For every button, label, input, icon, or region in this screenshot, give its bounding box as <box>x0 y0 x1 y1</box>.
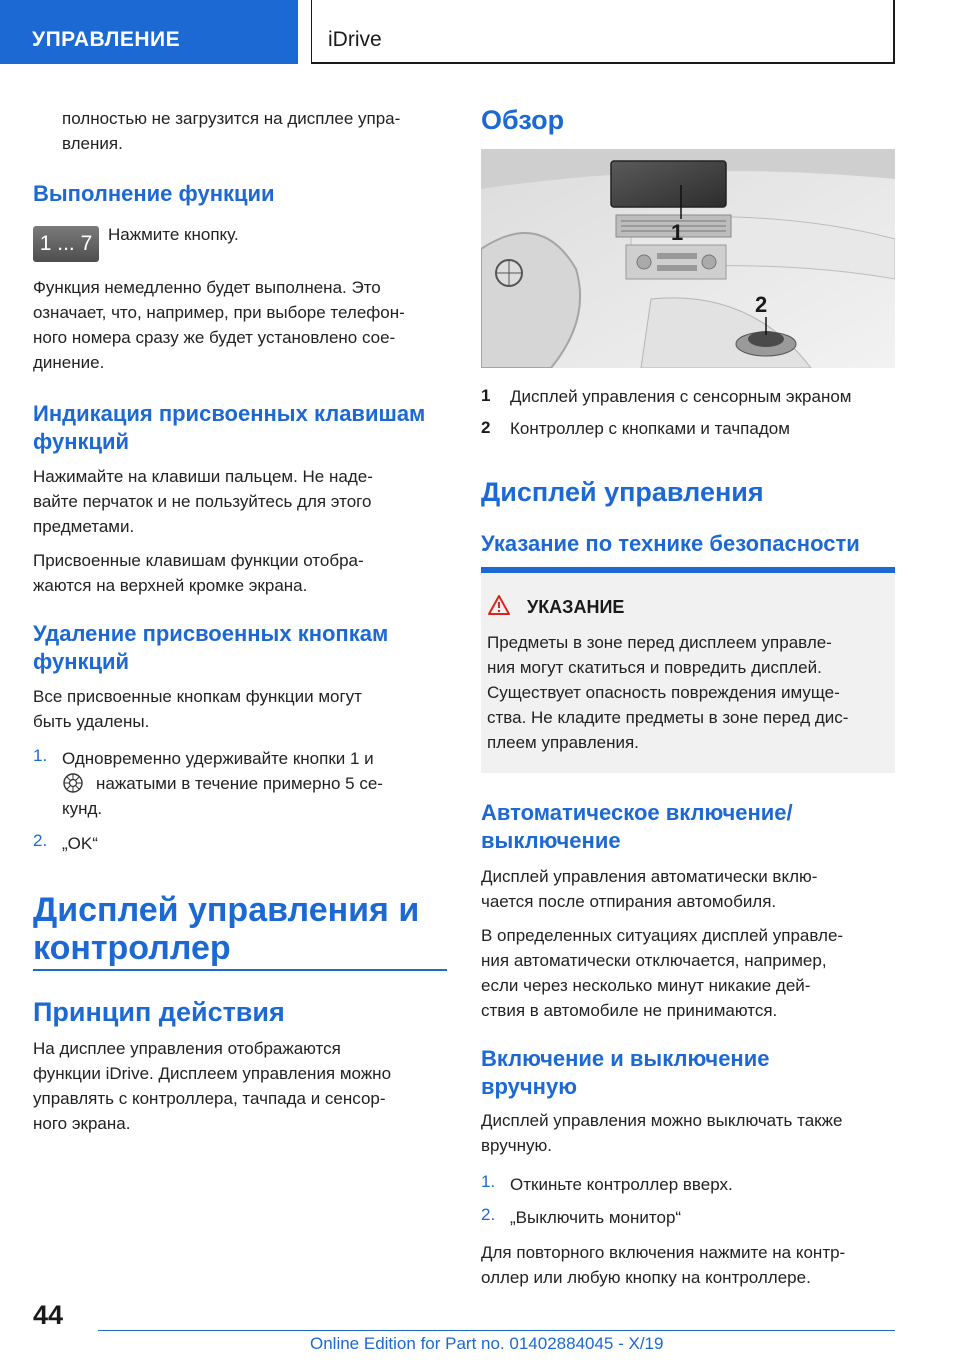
press-button-text: Нажмите кнопку. <box>108 225 239 244</box>
del-line-2: быть удалены. <box>33 712 150 731</box>
heading-overview: Обзор <box>481 105 565 135</box>
button-1-7-icon: 1 ... 7 <box>33 226 99 262</box>
auto-p2-line-2: ния автоматически отключается, например, <box>481 951 827 970</box>
legend-text-1: Дисплей управления с сенсорным экраном <box>510 387 852 406</box>
intro-line-2: вления. <box>62 134 123 153</box>
footer-edition: Online Edition for Part no. 01402884045 - X/19 <box>310 1334 664 1353</box>
principle-line-4: ного экрана. <box>33 1114 131 1133</box>
right-step-number-1: 1. <box>481 1172 496 1191</box>
exec-line-3: ного номера сразу же будет установлено сое- <box>33 328 396 347</box>
heading-auto-line-1: Автоматическое включение/ <box>481 800 793 825</box>
auto-p2-line-3: если через несколько минут никакие дей- <box>481 976 811 995</box>
heading-indication-line-2: функций <box>33 429 130 454</box>
final-line-1: Для повторного включения нажмите на контр- <box>481 1243 846 1262</box>
auto-p1-line-1: Дисплей управления автоматически вклю- <box>481 867 818 886</box>
heading-manual-line-1: Включение и выключение <box>481 1046 770 1071</box>
heading-auto-line-2: выключение <box>481 828 621 853</box>
heading-display-controller-line-1: Дисплей управления и <box>33 891 420 929</box>
indic-p1-line-1: Нажимайте на клавиши пальцем. Не наде- <box>33 467 373 486</box>
indic-p2-line-1: Присвоенные клавишам функции отобра- <box>33 551 364 570</box>
step-1-line-1: Одновременно удерживайте кнопки 1 и <box>62 749 374 768</box>
manual-line-2: вручную. <box>481 1136 553 1155</box>
final-line-2: оллер или любую кнопку на контроллере. <box>481 1268 811 1287</box>
right-step-1-text: Откиньте контроллер вверх. <box>510 1175 733 1194</box>
heading-delete-line-1: Удаление присвоенных кнопкам <box>33 621 389 646</box>
step-number-2: 2. <box>33 831 48 850</box>
indic-p2-line-2: жаются на верхней кромке экрана. <box>33 576 308 595</box>
warning-line-2: ния могут скатиться и повредить дисплей. <box>487 658 822 677</box>
del-line-1: Все присвоенные кнопкам функции могут <box>33 687 362 706</box>
heading-manual-line-2: вручную <box>481 1074 577 1099</box>
step-2-text: „OK“ <box>62 834 98 853</box>
warning-line-4: ства. Не кладите предметы в зоне перед дис- <box>487 708 849 727</box>
indic-p1-line-2: вайте перчаток и не пользуйтесь для этого <box>33 492 372 511</box>
manual-line-1: Дисплей управления можно выключать также <box>481 1111 843 1130</box>
auto-p2-line-4: ствия в автомобиле не принимаются. <box>481 1001 778 1020</box>
heading-underline <box>33 969 447 971</box>
warning-title: УКАЗАНИЕ <box>527 597 625 617</box>
exec-line-4: динение. <box>33 353 105 372</box>
dashboard-figure <box>481 149 895 368</box>
step-1-line-3: кунд. <box>62 799 103 818</box>
step-1-line-2: нажатыми в течение примерно 5 се- <box>96 774 383 793</box>
legend-number-2: 2 <box>481 418 491 437</box>
heading-indication-line-1: Индикация присвоенных клавишам <box>33 401 426 426</box>
heading-display-controller-line-2: контроллер <box>33 929 231 967</box>
indic-p1-line-3: предметами. <box>33 517 135 536</box>
section-tab: УПРАВЛЕНИЕ <box>0 0 298 64</box>
warning-line-3: Существует опасность повреждения имуще- <box>487 683 840 702</box>
heading-execute-function: Выполнение функции <box>33 181 275 206</box>
intro-line-1: полностью не загрузится на дисплее упра- <box>62 109 401 128</box>
legend-text-2: Контроллер с кнопками и тачпадом <box>510 419 790 438</box>
right-step-2-text: „Выключить монитор“ <box>510 1208 682 1227</box>
footer-rule <box>98 1330 895 1331</box>
exec-line-1: Функция немедленно будет выполнена. Это <box>33 278 381 297</box>
heading-safety-note: Указание по технике безопасности <box>481 531 860 556</box>
legend-number-1: 1 <box>481 386 491 405</box>
principle-line-2: функции iDrive. Дисплеем управления можно <box>33 1064 392 1083</box>
warning-line-5: плеем управления. <box>487 733 639 752</box>
figure-label-2: 2 <box>755 292 768 317</box>
principle-line-1: На дисплее управления отображаются <box>33 1039 341 1058</box>
exec-line-2: означает, что, например, при выборе телефон- <box>33 303 405 322</box>
chapter-tab: iDrive <box>311 0 895 64</box>
heading-control-display: Дисплей управления <box>481 477 764 507</box>
heading-delete-line-2: функций <box>33 649 130 674</box>
warning-triangle-icon <box>487 594 511 616</box>
warning-line-1: Предметы в зоне перед дисплеем управле- <box>487 633 832 652</box>
star-button-icon <box>62 772 84 794</box>
figure-label-1: 1 <box>671 220 684 245</box>
principle-line-3: управлять с контроллера, тачпада и сенсор- <box>33 1089 386 1108</box>
auto-p2-line-1: В определенных ситуациях дисплей управле- <box>481 926 844 945</box>
right-step-number-2: 2. <box>481 1205 496 1224</box>
heading-principle: Принцип действия <box>33 997 285 1027</box>
page-number: 44 <box>33 1300 64 1330</box>
auto-p1-line-2: чается после отпирания автомобиля. <box>481 892 777 911</box>
step-number-1: 1. <box>33 746 48 765</box>
